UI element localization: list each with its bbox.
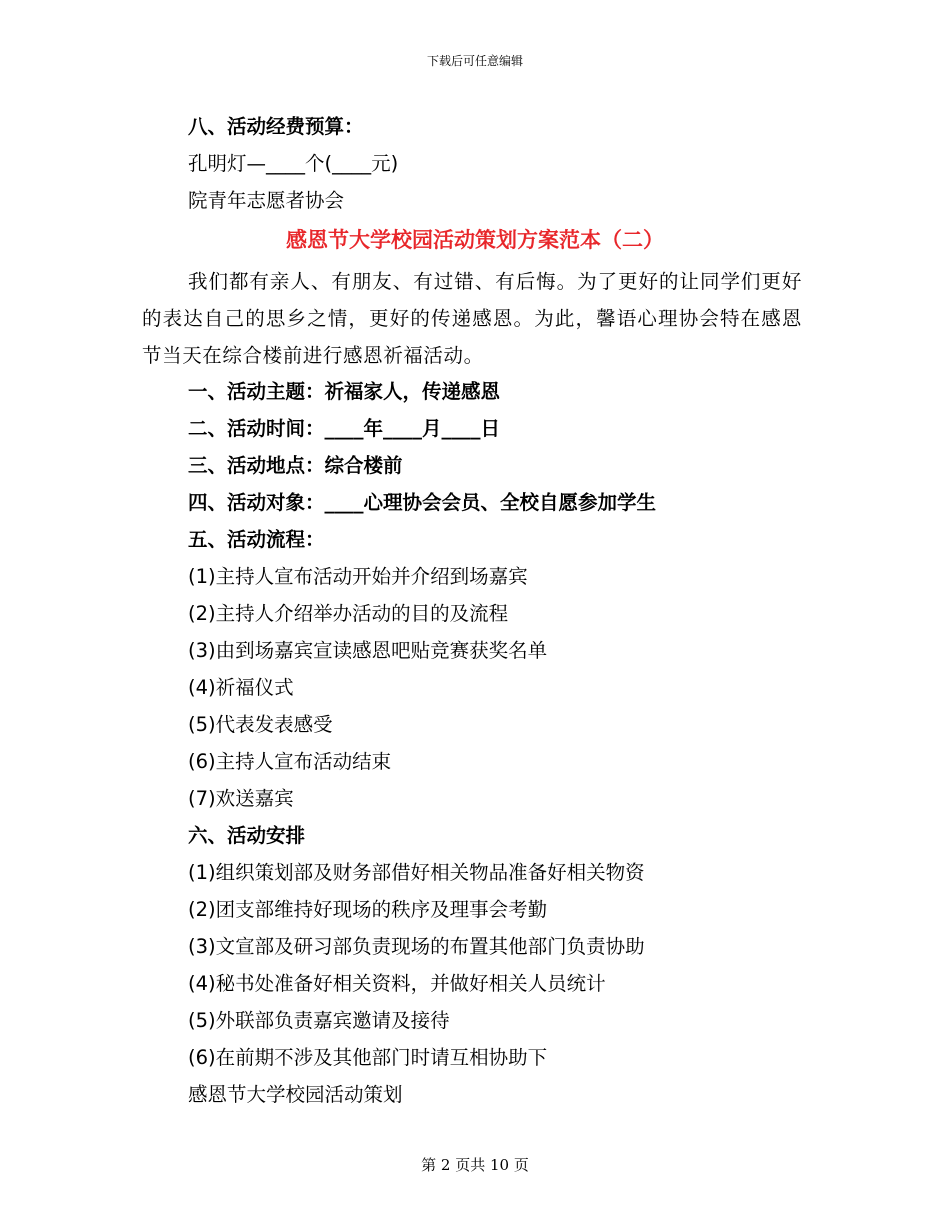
arrangement-item: (5)外联部负责嘉宾邀请及接待 bbox=[188, 1009, 450, 1032]
closing-line: 感恩节大学校园活动策划 bbox=[188, 1083, 403, 1106]
arrangement-heading: 六、活动安排 bbox=[188, 824, 306, 847]
item-flow-heading: 五、活动流程： bbox=[188, 528, 325, 551]
item-time: 二、活动时间：____年____月____日 bbox=[188, 417, 501, 440]
document-title: 感恩节大学校园活动策划方案范本（二） bbox=[286, 228, 664, 252]
intro-paragraph: 我们都有亲人、有朋友、有过错、有后悔。为了更好的让同学们更好的表达自己的思乡之情，更好的传递感恩。为此，馨语心理协会特在感恩节当天在综合楼前进行感恩祈福活动。 bbox=[142, 270, 802, 367]
page-footer: 第 2 页共 10 页 bbox=[421, 1156, 529, 1174]
arrangement-item: (3)文宣部及研习部负责现场的布置其他部门负责协助 bbox=[188, 935, 645, 958]
flow-step: (1)主持人宣布活动开始并介绍到场嘉宾 bbox=[188, 565, 528, 588]
flow-step: (2)主持人介绍举办活动的目的及流程 bbox=[188, 602, 509, 625]
organization-line: 院青年志愿者协会 bbox=[188, 189, 345, 212]
budget-heading: 八、活动经费预算： bbox=[188, 115, 364, 138]
budget-line: 孔明灯—____个(____元) bbox=[188, 152, 399, 175]
arrangement-item: (2)团支部维持好现场的秩序及理事会考勤 bbox=[188, 898, 548, 921]
page-header: 下载后可任意编辑 bbox=[426, 54, 523, 68]
flow-step: (7)欢送嘉宾 bbox=[188, 787, 294, 810]
item-audience: 四、活动对象：____心理协会会员、全校自愿参加学生 bbox=[188, 491, 657, 514]
arrangement-item: (6)在前期不涉及其他部门时请互相协助下 bbox=[188, 1046, 548, 1069]
flow-step: (3)由到场嘉宾宣读感恩吧贴竞赛获奖名单 bbox=[188, 639, 548, 662]
arrangement-item: (1)组织策划部及财务部借好相关物品准备好相关物资 bbox=[188, 861, 645, 884]
flow-step: (4)祈福仪式 bbox=[188, 676, 294, 699]
item-theme: 一、活动主题：祈福家人，传递感恩 bbox=[188, 380, 501, 403]
flow-step: (6)主持人宣布活动结束 bbox=[188, 750, 392, 773]
flow-step: (5)代表发表感受 bbox=[188, 713, 333, 736]
arrangement-item: (4)秘书处准备好相关资料，并做好相关人员统计 bbox=[188, 972, 606, 995]
item-location: 三、活动地点：综合楼前 bbox=[188, 454, 403, 477]
